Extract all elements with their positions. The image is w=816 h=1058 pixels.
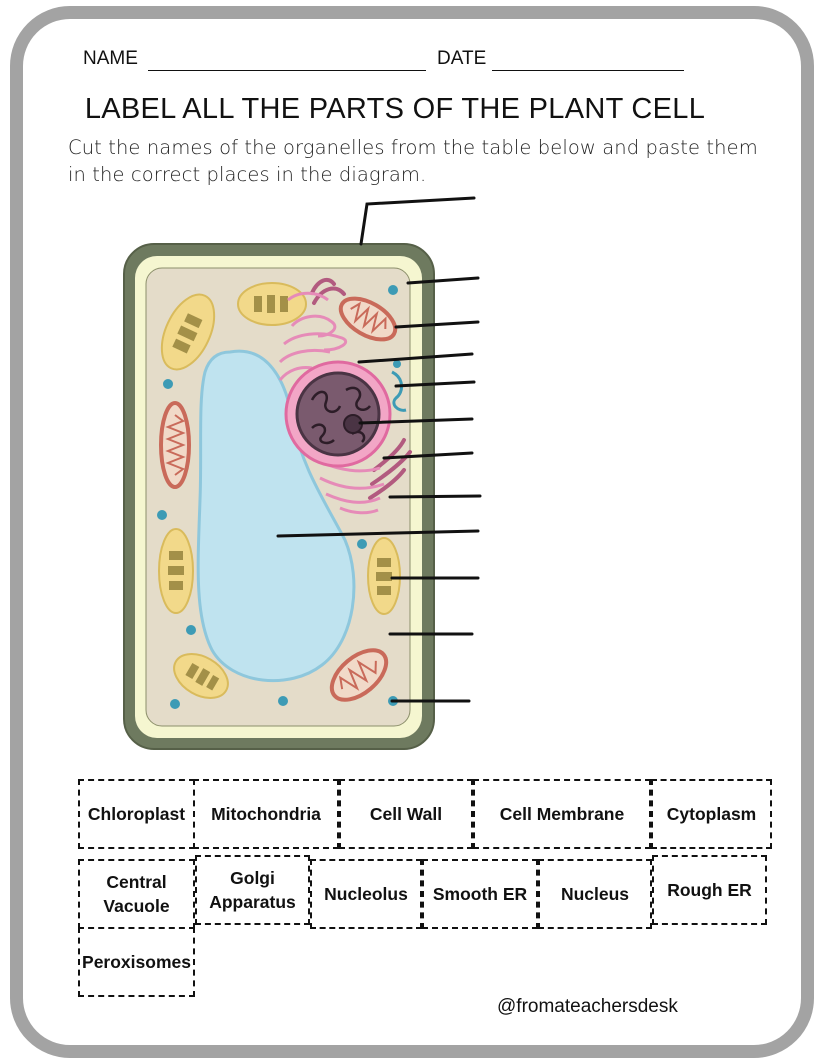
label-box-chloroplast[interactable]: Chloroplast xyxy=(78,779,195,849)
nucleus xyxy=(297,373,379,455)
chloroplast xyxy=(159,529,193,613)
chloroplast xyxy=(368,538,400,614)
label-box-cytoplasm[interactable]: Cytoplasm xyxy=(651,779,772,849)
credit-handle: @fromateachersdesk xyxy=(497,996,678,1017)
chloroplast xyxy=(238,283,306,325)
label-box-mitochondria[interactable]: Mitochondria xyxy=(193,779,339,849)
label-box-nucleolus[interactable]: Nucleolus xyxy=(310,859,422,929)
label-box-peroxisomes[interactable]: Peroxisomes xyxy=(78,927,195,997)
label-box-golgi-apparatus[interactable]: Golgi Apparatus xyxy=(195,855,310,925)
mitochondrion xyxy=(161,403,189,487)
label-box-smooth-er[interactable]: Smooth ER xyxy=(422,859,538,929)
instructions: Cut the names of the organelles from the table below and paste them in the correct places in the diagram. xyxy=(68,136,758,186)
label-box-cell-membrane[interactable]: Cell Membrane xyxy=(473,779,651,849)
label-box-rough-er[interactable]: Rough ER xyxy=(652,855,767,925)
label-box-cell-wall[interactable]: Cell Wall xyxy=(339,779,473,849)
name-label: NAME xyxy=(83,48,138,69)
label-box-nucleus[interactable]: Nucleus xyxy=(538,859,652,929)
page-title: LABEL ALL THE PARTS OF THE PLANT CELL xyxy=(84,93,706,125)
label-box-central-vacuole[interactable]: Central Vacuole xyxy=(78,859,195,929)
date-label: DATE xyxy=(437,48,487,69)
